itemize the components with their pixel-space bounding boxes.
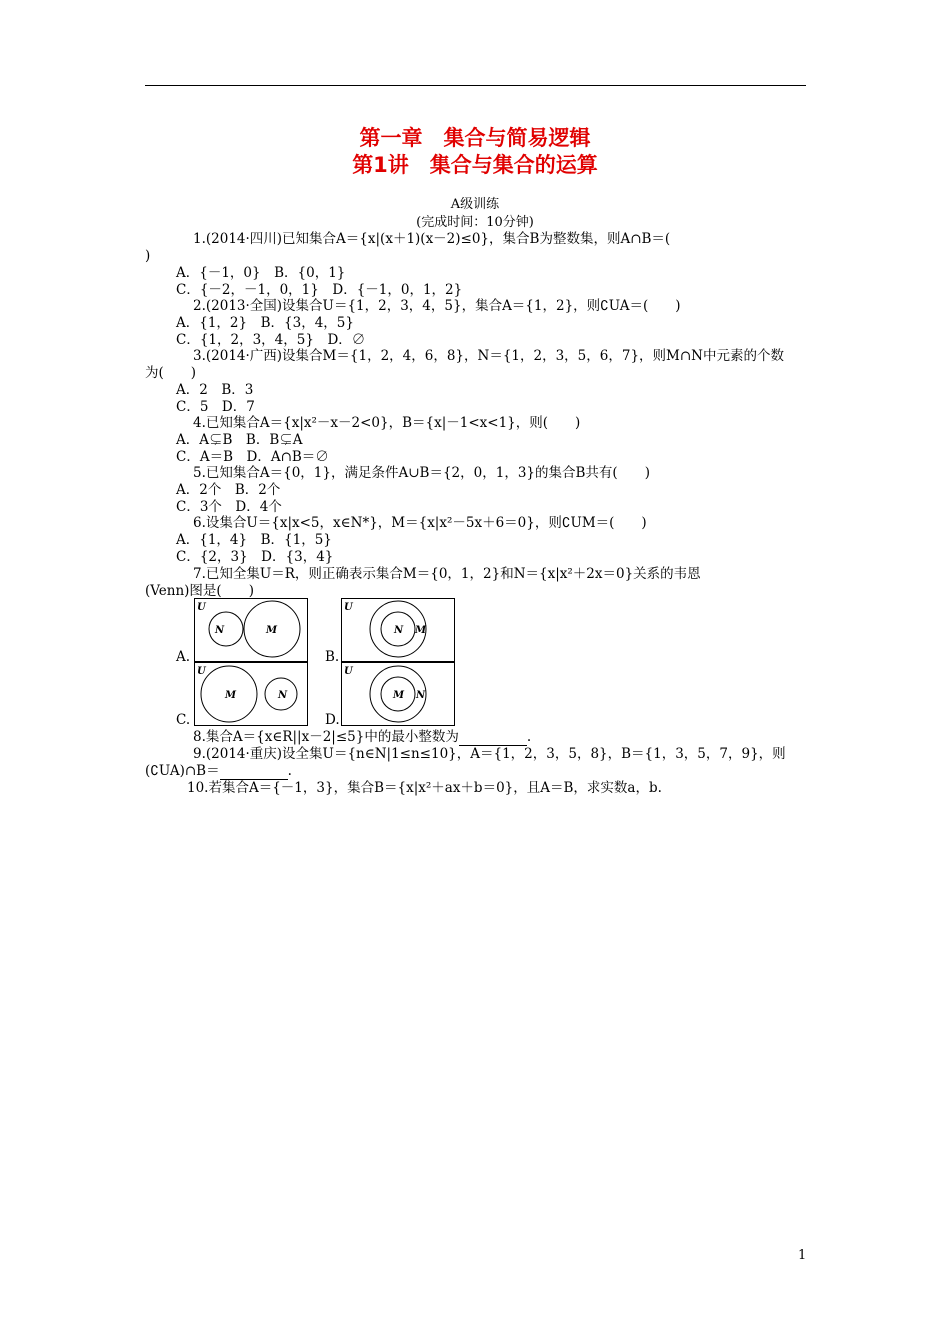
header-rule xyxy=(145,85,806,86)
venn-a-m-label: M xyxy=(266,625,278,636)
question-9-cont-text: (∁UA)∩B＝ xyxy=(145,763,220,779)
question-3-options-cd: C．5 D．7 xyxy=(176,399,255,415)
question-4-options-cd: C．A＝B D．A∩B＝∅ xyxy=(176,449,329,465)
question-5: 5.已知集合A＝{0，1}，满足条件A∪B＝{2，0，1，3}的集合B共有( ) xyxy=(193,465,650,481)
question-6-options-cd: C．{2，3} D．{3，4} xyxy=(176,549,334,565)
question-6: 6.设集合U＝{x|x<5，x∈N*}，M＝{x|x²－5x＋6＝0}，则∁UM＝( ) xyxy=(193,515,647,531)
venn-d-u-label: U xyxy=(344,666,353,677)
question-3-cont: 为( ) xyxy=(145,365,197,381)
answer-blank-8[interactable] xyxy=(459,729,527,746)
question-3: 3.(2014·广西)设集合M＝{1，2，4，6，8}，N＝{1，2，3，5，6，7}，则M∩N中元素的个数 xyxy=(193,348,784,364)
question-5-options-cd: C．3个 D．4个 xyxy=(176,499,282,515)
venn-b-label: B. xyxy=(325,649,340,665)
question-5-options-ab: A．2个 B．2个 xyxy=(176,482,281,498)
venn-diagram-c xyxy=(194,662,308,726)
question-4: 4.已知集合A＝{x|x²－x－2<0}，B＝{x|－1<x<1}，则( ) xyxy=(193,415,581,431)
venn-a-n-label: N xyxy=(215,625,225,636)
venn-diagram-a xyxy=(194,598,308,662)
question-7: 7.已知全集U＝R，则正确表示集合M＝{0，1，2}和N＝{x|x²＋2x＝0}关系的韦恩 xyxy=(193,566,701,582)
question-2-options-cd: C．{1，2，3，4，5} D．∅ xyxy=(176,332,366,348)
question-8-end: . xyxy=(526,729,532,745)
page-number: 1 xyxy=(798,1248,807,1263)
venn-c-u-label: U xyxy=(197,666,206,677)
venn-diagram-d xyxy=(341,662,455,726)
time-note: (完成时间：10分钟) xyxy=(416,215,534,230)
venn-d-label: D. xyxy=(325,712,340,728)
question-9: 9.(2014·重庆)设全集U＝{n∈N|1≤n≤10}，A＝{1，2，3，5，8}，B＝{1，3，5，7，9}，则 xyxy=(193,746,786,762)
question-2-options-ab: A．{1，2} B．{3，4，5} xyxy=(176,315,354,331)
venn-c-label: C. xyxy=(176,712,191,728)
question-6-options-ab: A．{1，4} B．{1，5} xyxy=(176,532,332,548)
venn-a-u-label: U xyxy=(197,602,206,613)
venn-c-m-label: M xyxy=(225,690,237,701)
venn-a-label: A. xyxy=(176,649,191,665)
question-1-cont: ) xyxy=(145,248,151,264)
venn-c-n-label: N xyxy=(278,690,288,701)
chapter-title: 第一章 集合与简易逻辑 xyxy=(359,126,591,150)
question-3-options-ab: A．2 B．3 xyxy=(176,382,254,398)
question-2: 2.(2013·全国)设集合U＝{1，2，3，4，5}，集合A＝{1，2}，则∁UA＝( ) xyxy=(193,298,681,314)
question-9-end: . xyxy=(287,763,292,779)
venn-d-m-label: M xyxy=(393,690,405,701)
question-4-options-ab: A．A⊊B B．B⊊A xyxy=(176,432,303,448)
lesson-title: 第1讲 集合与集合的运算 xyxy=(352,153,598,177)
venn-b-u-label: U xyxy=(344,602,353,613)
question-9-cont xyxy=(145,763,292,780)
answer-blank-9[interactable] xyxy=(220,763,288,780)
level-heading: A级训练 xyxy=(450,197,500,212)
question-1: 1.(2014·四川)已知集合A＝{x|(x＋1)(x－2)≤0}，集合B为整数集，则A∩B＝( xyxy=(193,231,671,247)
venn-b-n-label: N xyxy=(394,625,404,636)
venn-b-m-label: M xyxy=(415,625,427,636)
question-1-options-ab: A．{－1，0} B．{0，1} xyxy=(176,265,346,281)
question-8-text: 8.集合A＝{x∈R||x－2|≤5}中的最小整数为 xyxy=(193,729,459,745)
question-8 xyxy=(193,729,531,746)
question-10: 10.若集合A＝{－1，3}，集合B＝{x|x²＋ax＋b＝0}，且A＝B，求实数a，b. xyxy=(187,780,662,796)
question-1-options-cd: C．{－2，－1，0，1} D．{－1，0，1，2} xyxy=(176,282,463,298)
venn-diagram-b xyxy=(341,598,455,662)
venn-d-n-label: N xyxy=(416,690,426,701)
question-7-cont: (Venn)图是( ) xyxy=(145,583,254,599)
